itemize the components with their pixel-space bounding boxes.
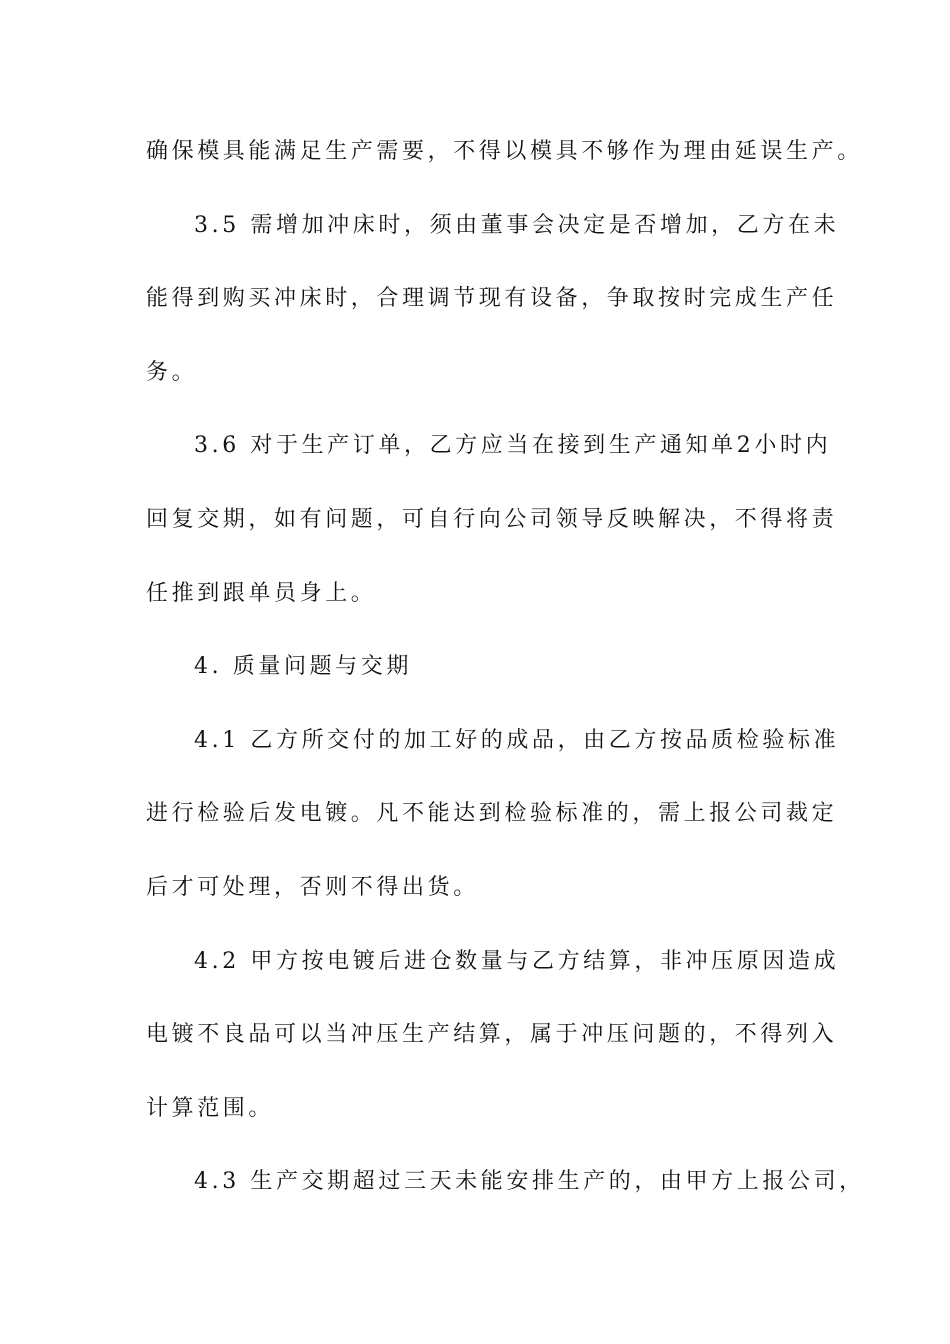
text-line-9-clause-4-1: 4.1 乙方所交付的加工好的成品，由乙方按品质检验标准	[194, 727, 840, 753]
text-line-10: 进行检验后发电镀。凡不能达到检验标准的，需上报公司裁定	[146, 801, 838, 827]
text-line-15-clause-4-3: 4.3 生产交期超过三天未能安排生产的，由甲方上报公司，	[194, 1169, 865, 1195]
text-line-4: 务。	[146, 359, 198, 385]
text-line-5-clause-3-6: 3.6 对于生产订单，乙方应当在接到生产通知单2小时内	[194, 433, 832, 459]
document-body	[146, 124, 865, 1228]
text-line-7: 任推到跟单员身上。	[146, 580, 377, 606]
text-line-14: 计算范围。	[146, 1095, 275, 1121]
text-line-12-clause-4-2: 4.2 甲方按电镀后进仓数量与乙方结算，非冲压原因造成	[194, 948, 840, 974]
text-line-2-clause-3-5: 3.5 需增加冲床时，须由董事会决定是否增加，乙方在未	[194, 212, 840, 238]
section-heading-4: 4. 质量问题与交期	[194, 654, 412, 680]
text-line-11: 后才可处理，否则不得出货。	[146, 874, 479, 900]
text-line-13: 电镀不良品可以当冲压生产结算，属于冲压问题的，不得列入	[146, 1022, 838, 1048]
text-line-3: 能得到购买冲床时，合理调节现有设备，争取按时完成生产任	[146, 286, 838, 312]
text-line-1: 确保模具能满足生产需要，不得以模具不够作为理由延误生产。	[146, 139, 863, 164]
text-line-6: 回复交期，如有问题，可自行向公司领导反映解决，不得将责	[146, 506, 838, 532]
